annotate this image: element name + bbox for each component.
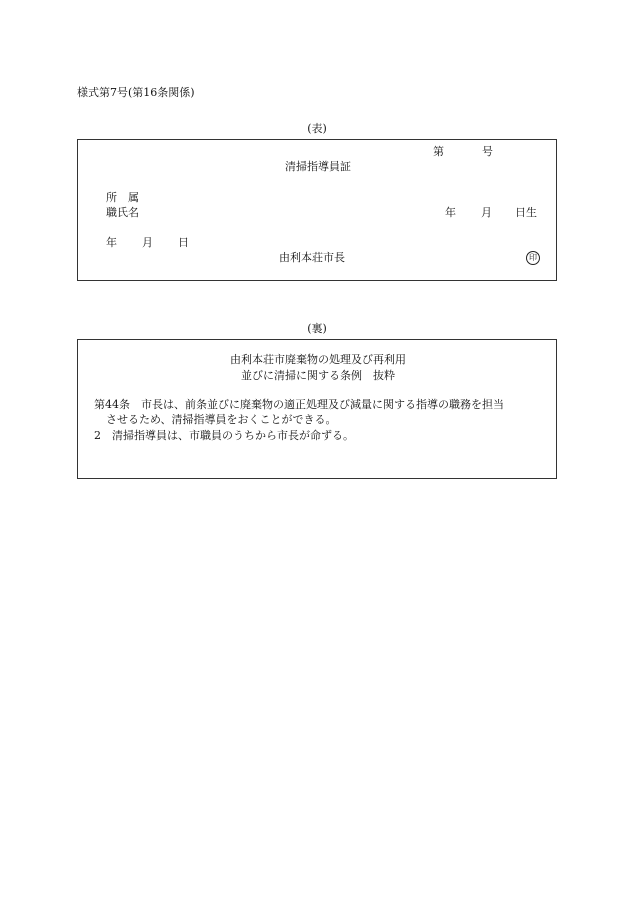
back-section-label: (裏) xyxy=(307,322,327,335)
issuer-name: 由利本荘市長 xyxy=(279,251,345,264)
birth-year-label: 年 xyxy=(445,206,456,219)
front-section-label: (表) xyxy=(307,122,327,135)
seal-icon: 印 xyxy=(526,251,540,265)
birth-month-label: 月 xyxy=(481,206,492,219)
card-number-suffix: 号 xyxy=(482,145,493,158)
back-card xyxy=(77,339,557,479)
card-title: 清掃指導員証 xyxy=(285,160,351,173)
issue-year-label: 年 xyxy=(106,236,117,249)
ordinance-heading-line2: 並びに清掃に関する条例 抜粋 xyxy=(241,369,395,382)
card-number-prefix: 第 xyxy=(433,145,444,158)
article-line-1: 第44条 市長は、前条並びに廃棄物の適正処理及び減量に関する指導の職務を担当 xyxy=(94,398,504,411)
affiliation-label: 所 属 xyxy=(106,191,139,204)
birth-day-label: 日生 xyxy=(515,206,537,219)
front-card xyxy=(77,139,557,281)
ordinance-heading-line1: 由利本荘市廃棄物の処理及び再利用 xyxy=(230,353,406,366)
issue-month-label: 月 xyxy=(142,236,153,249)
form-label: 様式第7号(第16条関係) xyxy=(77,86,195,99)
article-line-2: させるため、清掃指導員をおくことができる。 xyxy=(106,413,337,426)
article-line-3: 2 清掃指導員は、市職員のうちから市長が命ずる。 xyxy=(94,429,354,442)
name-label: 職氏名 xyxy=(106,206,139,219)
issue-day-label: 日 xyxy=(178,236,189,249)
